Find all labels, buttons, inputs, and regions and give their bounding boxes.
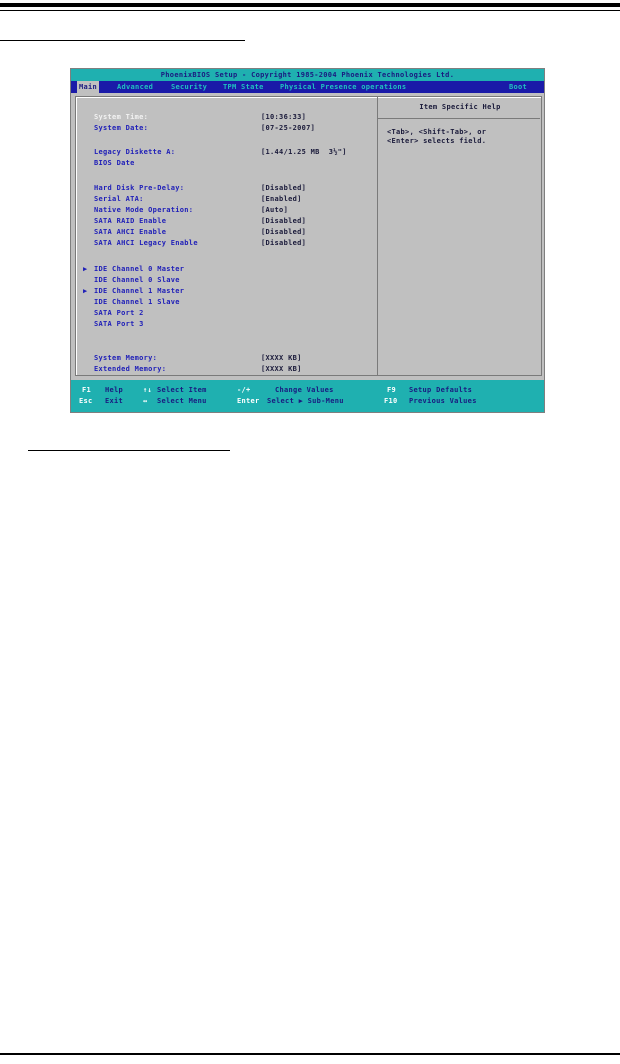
bios-footer-keys	[71, 380, 544, 412]
key-leftright: ↔	[143, 397, 148, 405]
key-plusminus: -/+	[237, 386, 251, 394]
submenu-ide-0-master[interactable]: IDE Channel 0 Master	[94, 265, 185, 273]
key-enter-desc: Select ▶ Sub-Menu	[267, 397, 344, 405]
menu-boot[interactable]: Boot	[509, 83, 528, 91]
menu-security[interactable]: Security	[171, 83, 208, 91]
key-f1-desc: Help	[105, 386, 124, 394]
setting-label-system-time[interactable]: System Time:	[94, 113, 149, 121]
submenu-ide-1-master[interactable]: IDE Channel 1 Master	[94, 287, 185, 295]
bios-menu-bar	[71, 81, 544, 93]
setting-label-sata-ahci-legacy[interactable]: SATA AHCI Legacy Enable	[94, 239, 198, 247]
menu-physical-presence[interactable]: Physical Presence operations	[280, 83, 407, 91]
setting-value-system-date[interactable]: [07-25-2007]	[261, 124, 316, 132]
key-esc-desc: Exit	[105, 397, 124, 405]
setting-label-system-date[interactable]: System Date:	[94, 124, 149, 132]
key-f9-desc: Setup Defaults	[409, 386, 473, 394]
setting-value-sata-ahci[interactable]: [Disabled]	[261, 228, 307, 236]
key-f10-desc: Previous Values	[409, 397, 477, 405]
key-f10: F10	[384, 397, 398, 405]
setting-label-bios-date[interactable]: BIOS Date	[94, 159, 135, 167]
key-plusminus-desc: Change Values	[275, 386, 334, 394]
setting-value-sata-raid[interactable]: [Disabled]	[261, 217, 307, 225]
submenu-sata-port-2[interactable]: SATA Port 2	[94, 309, 144, 317]
setting-value-legacy-diskette[interactable]: [1.44/1.25 MB 3½"]	[261, 148, 347, 156]
setting-label-sata-raid[interactable]: SATA RAID Enable	[94, 217, 167, 225]
submenu-arrow-icon: ▶	[83, 265, 88, 273]
setting-value-system-memory: [XXXX KB]	[261, 354, 302, 362]
setting-value-sata-ahci-legacy[interactable]: [Disabled]	[261, 239, 307, 247]
bios-setup-screen	[70, 68, 545, 413]
key-f9: F9	[387, 386, 397, 394]
menu-main[interactable]: Main	[79, 83, 98, 91]
heading-underline-bottom	[28, 450, 230, 451]
menu-tpm-state[interactable]: TPM State	[223, 83, 264, 91]
setting-label-sata-ahci[interactable]: SATA AHCI Enable	[94, 228, 167, 236]
setting-label-system-memory: System Memory:	[94, 354, 158, 362]
help-panel-title: Item Specific Help	[419, 103, 501, 111]
submenu-arrow-icon: ▶	[83, 287, 88, 295]
submenu-sata-port-3[interactable]: SATA Port 3	[94, 320, 144, 328]
setting-label-hard-disk-pre-delay[interactable]: Hard Disk Pre-Delay:	[94, 184, 185, 192]
page-footer-rule	[0, 1053, 620, 1055]
setting-value-serial-ata[interactable]: [Enabled]	[261, 195, 302, 203]
page-header-rule-thin	[0, 10, 620, 11]
key-enter: Enter	[237, 397, 260, 405]
setting-label-serial-ata[interactable]: Serial ATA:	[94, 195, 144, 203]
setting-value-system-time[interactable]: [10:36:33]	[261, 113, 307, 121]
setting-label-legacy-diskette[interactable]: Legacy Diskette A:	[94, 148, 176, 156]
setting-value-extended-memory: [XXXX KB]	[261, 365, 302, 373]
setting-value-native-mode[interactable]: [Auto]	[261, 206, 289, 214]
key-updown-desc: Select Item	[157, 386, 207, 394]
heading-underline-top	[0, 40, 245, 41]
bios-title-bar: PhoenixBIOS Setup - Copyright 1985-2004 Phoenix Technologies Ltd.	[71, 69, 544, 81]
key-updown: ↑↓	[143, 386, 153, 394]
key-leftright-desc: Select Menu	[157, 397, 207, 405]
submenu-ide-1-slave[interactable]: IDE Channel 1 Slave	[94, 298, 180, 306]
menu-advanced[interactable]: Advanced	[117, 83, 154, 91]
setting-label-extended-memory: Extended Memory:	[94, 365, 167, 373]
key-f1: F1	[82, 386, 92, 394]
help-title-rule	[378, 118, 540, 119]
setting-label-native-mode[interactable]: Native Mode Operation:	[94, 206, 194, 214]
help-panel-divider	[377, 96, 378, 375]
help-panel-text: <Tab>, <Shift-Tab>, or <Enter> selects field.	[387, 128, 487, 145]
submenu-ide-0-slave[interactable]: IDE Channel 0 Slave	[94, 276, 180, 284]
key-esc: Esc	[79, 397, 93, 405]
setting-value-hard-disk-pre-delay[interactable]: [Disabled]	[261, 184, 307, 192]
page-header-rule-thick	[0, 3, 620, 7]
